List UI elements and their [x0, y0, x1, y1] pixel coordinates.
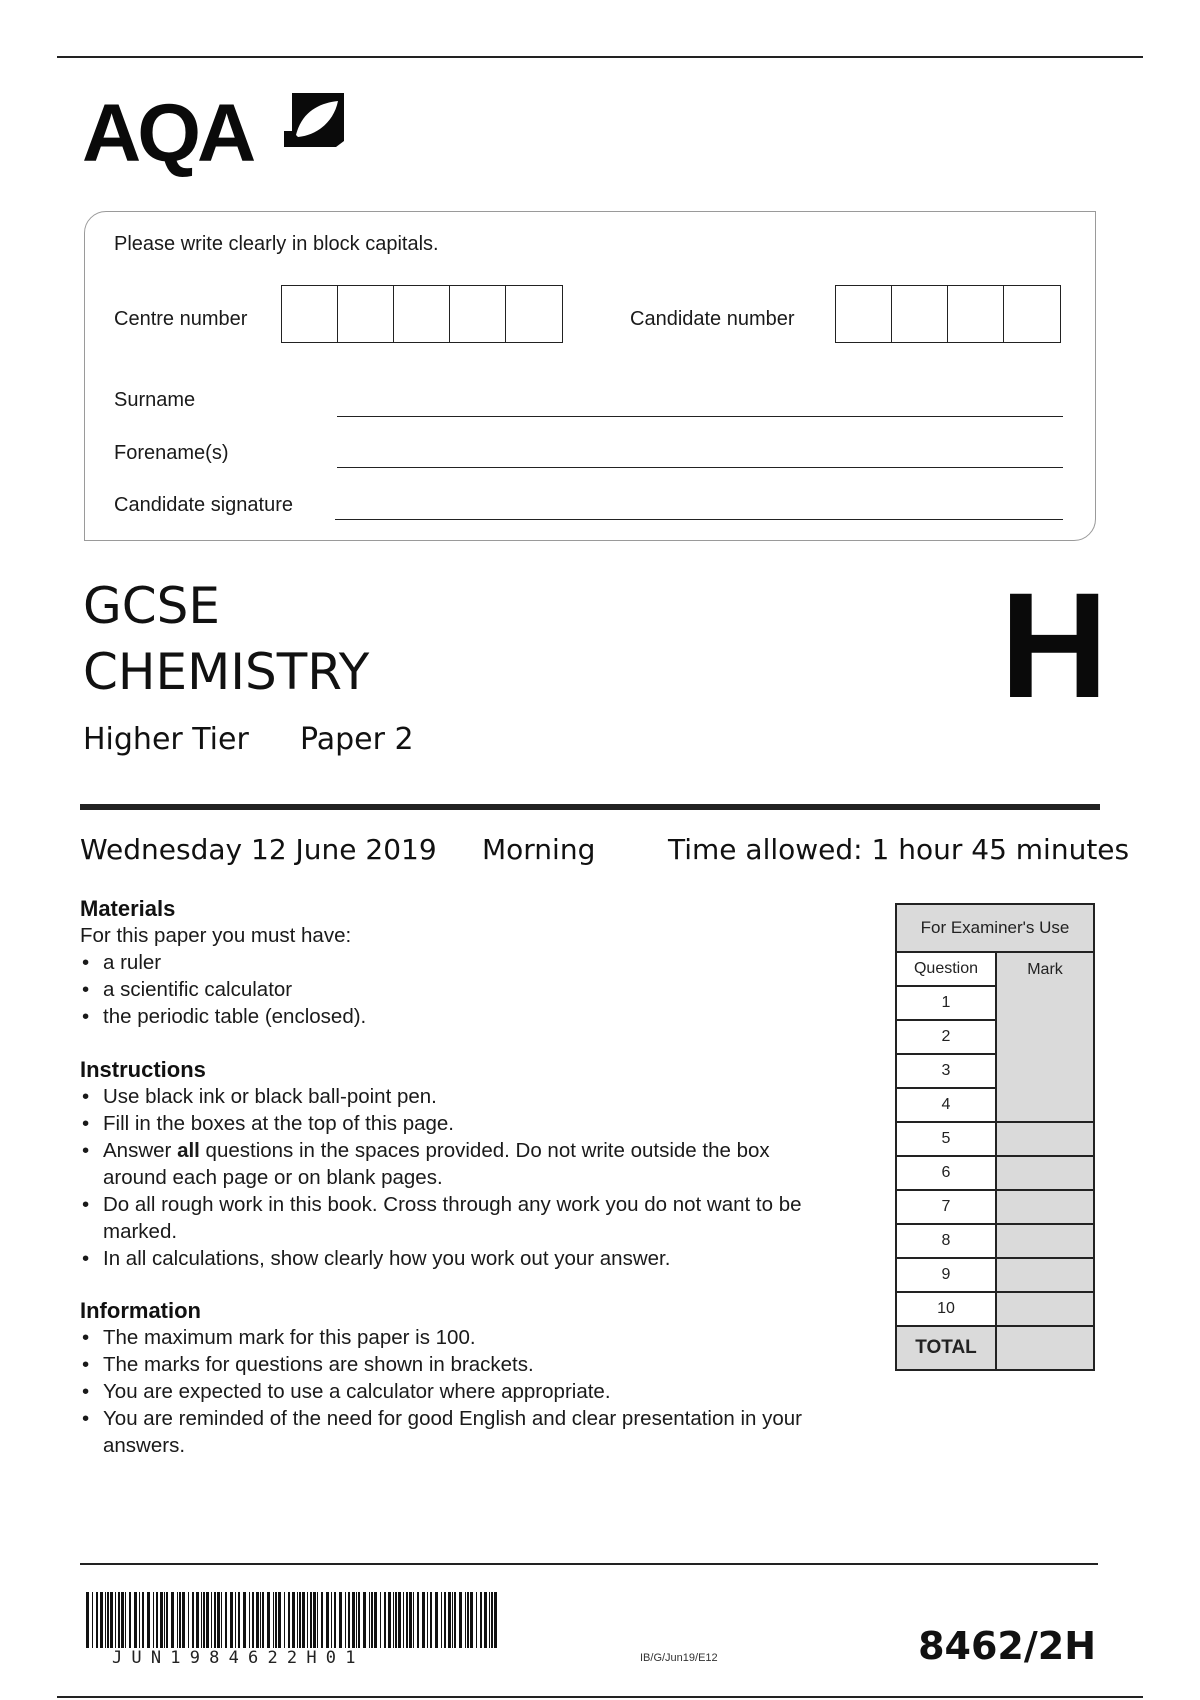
- information-list: [80, 1324, 820, 1459]
- qualification-level: GCSE: [83, 577, 220, 635]
- materials-intro: For this paper you must have:: [80, 924, 352, 947]
- materials-section: [80, 896, 840, 1030]
- aqa-logo: [82, 85, 352, 195]
- list-item: • a scientific calculator: [80, 976, 840, 1003]
- tier-label: Higher Tier: [83, 722, 249, 757]
- question-number: 1: [897, 987, 997, 1021]
- signature-field[interactable]: [335, 519, 1063, 520]
- mark-cell: [997, 1225, 1093, 1259]
- centre-digit-box[interactable]: [450, 286, 506, 342]
- barcode-image: [86, 1592, 498, 1648]
- table-row: [897, 1123, 1093, 1157]
- centre-digit-box[interactable]: [506, 286, 562, 342]
- tier-letter: H: [1000, 561, 1109, 729]
- surname-field[interactable]: [337, 416, 1063, 417]
- table-row: [897, 1157, 1093, 1191]
- paper-reference: IB/G/Jun19/E12: [640, 1652, 718, 1664]
- mark-cell: [997, 1021, 1093, 1055]
- information-heading: Information: [80, 1298, 201, 1323]
- mark-column-header: [997, 953, 1093, 987]
- exam-date: Wednesday 12 June 2019: [80, 833, 437, 866]
- logo-text: AQA: [82, 88, 253, 179]
- list-item: • The maximum mark for this paper is 100.: [80, 1324, 820, 1351]
- mark-cell: [997, 1089, 1093, 1123]
- candidate-digit-box[interactable]: [948, 286, 1004, 342]
- table-row: [897, 1021, 1093, 1055]
- question-number: 10: [897, 1293, 997, 1327]
- instructions-section: [80, 1057, 830, 1272]
- leaf-icon: [282, 91, 346, 147]
- information-section: [80, 1298, 820, 1459]
- bottom-rule: [57, 1696, 1143, 1698]
- centre-digit-box[interactable]: [338, 286, 394, 342]
- candidate-details-box: [84, 211, 1096, 541]
- exam-session: Morning: [482, 833, 596, 866]
- total-label: TOTAL: [897, 1327, 997, 1369]
- heading-rule: [80, 804, 1100, 810]
- list-item: • Do all rough work in this book. Cross through any work you do not want to be marked.: [80, 1191, 830, 1245]
- list-item: • You are expected to use a calculator where appropriate.: [80, 1378, 820, 1405]
- list-item: • the periodic table (enclosed).: [80, 1003, 840, 1030]
- table-row: [897, 1055, 1093, 1089]
- footer-rule: [80, 1563, 1098, 1565]
- candidate-digit-box[interactable]: [1004, 286, 1060, 342]
- mark-cell: [997, 1157, 1093, 1191]
- examiners-use-title: For Examiner's Use: [897, 905, 1093, 953]
- question-number: 9: [897, 1259, 997, 1293]
- surname-label: Surname: [114, 389, 196, 411]
- subject-title: CHEMISTRY: [83, 643, 370, 701]
- question-column-header: Question: [897, 953, 997, 987]
- list-item: • Use black ink or black ball-point pen.: [80, 1083, 830, 1110]
- candidate-digit-box[interactable]: [892, 286, 948, 342]
- table-row: [897, 987, 1093, 1021]
- centre-digit-box[interactable]: [282, 286, 338, 342]
- examiners-use-table: [895, 903, 1095, 1371]
- centre-digit-box[interactable]: [394, 286, 450, 342]
- list-item: • You are reminded of the need for good English and clear presentation in your answers.: [80, 1405, 820, 1459]
- emphasis-text: all: [177, 1139, 200, 1162]
- forenames-label: Forename(s): [114, 442, 229, 464]
- table-header-row: [897, 953, 1093, 987]
- mark-cell: [997, 1259, 1093, 1293]
- question-number: 8: [897, 1225, 997, 1259]
- top-rule: [57, 56, 1143, 58]
- table-row: [897, 1089, 1093, 1123]
- mark-cell: [997, 1055, 1093, 1089]
- mark-cell: [997, 1191, 1093, 1225]
- item-text: Answer: [103, 1139, 178, 1162]
- item-text: questions in the spaces provided. Do not write outside the box around each page or on blank pages.: [103, 1139, 770, 1189]
- block-capitals-instruction: Please write clearly in block capitals.: [114, 233, 439, 255]
- question-number: 4: [897, 1089, 997, 1123]
- materials-list: [80, 949, 840, 1030]
- barcode-text: JUN1984622H01: [112, 1648, 365, 1668]
- centre-number-label: Centre number: [114, 308, 248, 330]
- list-item: • In all calculations, show clearly how you work out your answer.: [80, 1245, 830, 1272]
- paper-label: Paper 2: [300, 722, 414, 757]
- list-item: • a ruler: [80, 949, 840, 976]
- table-row: [897, 1293, 1093, 1327]
- time-allowed: Time allowed: 1 hour 45 minutes: [668, 833, 1130, 866]
- forenames-field[interactable]: [337, 467, 1063, 468]
- list-item: [80, 1137, 830, 1191]
- question-number: 6: [897, 1157, 997, 1191]
- table-row: [897, 1225, 1093, 1259]
- question-number: 5: [897, 1123, 997, 1157]
- question-number: 3: [897, 1055, 997, 1089]
- mark-cell: [997, 1123, 1093, 1157]
- candidate-digit-box[interactable]: [836, 286, 892, 342]
- mark-header-text: Mark: [1027, 961, 1063, 978]
- signature-label: Candidate signature: [114, 494, 294, 516]
- list-item: • The marks for questions are shown in brackets.: [80, 1351, 820, 1378]
- list-item: • Fill in the boxes at the top of this page.: [80, 1110, 830, 1137]
- question-number: 7: [897, 1191, 997, 1225]
- total-mark-cell: [997, 1327, 1093, 1369]
- paper-code: 8462/2H: [918, 1624, 1096, 1668]
- instructions-heading: Instructions: [80, 1057, 206, 1082]
- question-number: 2: [897, 1021, 997, 1055]
- mark-cell: [997, 1293, 1093, 1327]
- table-row: [897, 1259, 1093, 1293]
- candidate-number-boxes[interactable]: [835, 285, 1061, 343]
- centre-number-boxes[interactable]: [281, 285, 563, 343]
- instructions-list: [80, 1083, 830, 1272]
- materials-heading: Materials: [80, 896, 176, 921]
- table-row: [897, 1191, 1093, 1225]
- candidate-number-label: Candidate number: [630, 308, 795, 330]
- total-row: [897, 1327, 1093, 1369]
- mark-cell: [997, 987, 1093, 1021]
